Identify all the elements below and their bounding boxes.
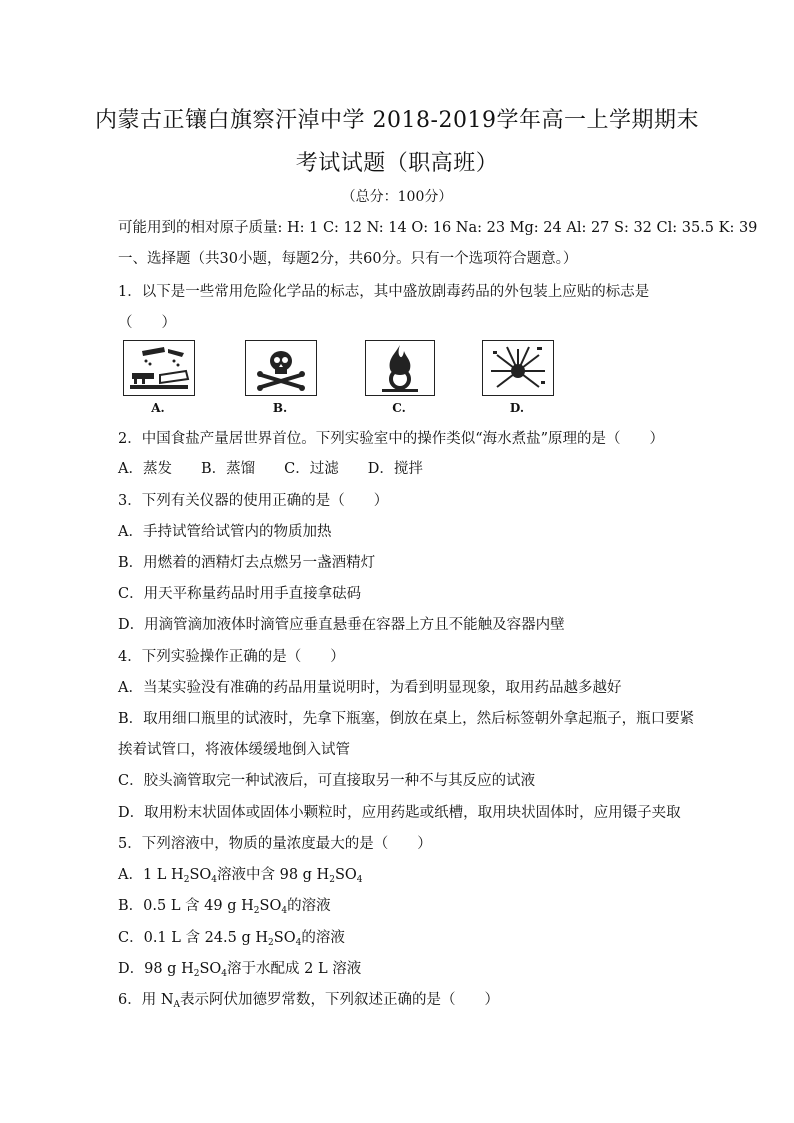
q4-option-d: D．取用粉末状固体或固体小颗粒时，应用药匙或纸槽，取用块状固体时，应用镊子夹取 [118, 805, 681, 821]
q5-option-c: C．0.1 L 含 24.5 g $H_2SO_4$的溶液 [118, 930, 345, 948]
explosive-icon [482, 340, 554, 396]
q3-option-c: C．用天平称量药品时用手直接拿砝码 [118, 586, 362, 602]
atomic-masses: 可能用到的相对原子质量: H: 1 C: 12 N: 14 O: 16 Na: 23 Mg: 24 Al: 27 S: 32 Cl: 35.5 K: 39 [118, 220, 758, 236]
q4-stem: 4．下列实验操作正确的是（ ） [118, 649, 345, 665]
q6-stem: 6．用 $N_A$表示阿伏加德罗常数，下列叙述正确的是（ ） [118, 992, 500, 1010]
q2-options: A．蒸发 B．蒸馏 C．过滤 D．搅拌 [118, 461, 423, 477]
q1-label-c: C. [392, 401, 406, 415]
q2-stem: 2．中国食盐产量居世界首位。下列实验室中的操作类似“海水煮盐”原理的是（ ） [118, 431, 665, 447]
q5-option-d: D．98 g $H_2SO_4$溶于水配成 2 L 溶液 [118, 961, 362, 979]
q4-option-c: C．胶头滴管取完一种试液后，可直接取另一种不与其反应的试液 [118, 773, 536, 789]
q1-label-d: D. [509, 401, 525, 415]
q5-stem: 5．下列溶液中，物质的量浓度最大的是（ ） [118, 836, 432, 852]
q4-option-b-line2: 挨着试管口，将液体缓缓地倒入试管 [118, 742, 350, 758]
q5-option-a: A．1 L $H_2SO_4$溶液中含 98 g $H_2SO_4$ [118, 867, 363, 885]
q1-label-a: A. [151, 401, 165, 415]
q1-paren: （ ） [118, 315, 176, 331]
skull-crossbones-icon [245, 340, 317, 396]
exam-title-line1: 内蒙古正镶白旗察汗淖中学 2018-2019学年高一上学期期末 [95, 108, 699, 133]
q3-option-b: B．用燃着的酒精灯去点燃另一盏酒精灯 [118, 555, 376, 571]
q5-option-b: B．0.5 L 含 49 g $H_2SO_4$的溶液 [118, 898, 331, 916]
exam-title-line2: 考试试题（职高班） [295, 151, 499, 176]
corrosive-icon [123, 340, 195, 396]
flame-icon [365, 340, 435, 396]
section-heading: 一、选择题（共30小题，每题2分，共60分。只有一个选项符合题意。） [118, 251, 578, 267]
q3-option-d: D．用滴管滴加液体时滴管应垂直悬垂在容器上方且不能触及容器内壁 [118, 617, 565, 633]
total-score: （总分：100分） [341, 189, 453, 205]
q4-option-a: A．当某实验没有准确的药品用量说明时，为看到明显现象，取用药品越多越好 [118, 680, 622, 696]
q3-stem: 3．下列有关仪器的使用正确的是（ ） [118, 493, 389, 509]
q4-option-b-line1: B．取用细口瓶里的试液时，先拿下瓶塞，倒放在桌上，然后标签朝外拿起瓶子，瓶口要紧 [118, 711, 695, 727]
q1-label-b: B. [272, 401, 288, 415]
hazard-symbols [118, 340, 678, 415]
q1-stem: 1．以下是一些常用危险化学品的标志，其中盛放剧毒药品的外包装上应贴的标志是 [118, 284, 650, 300]
q3-option-a: A．手持试管给试管内的物质加热 [118, 524, 332, 540]
